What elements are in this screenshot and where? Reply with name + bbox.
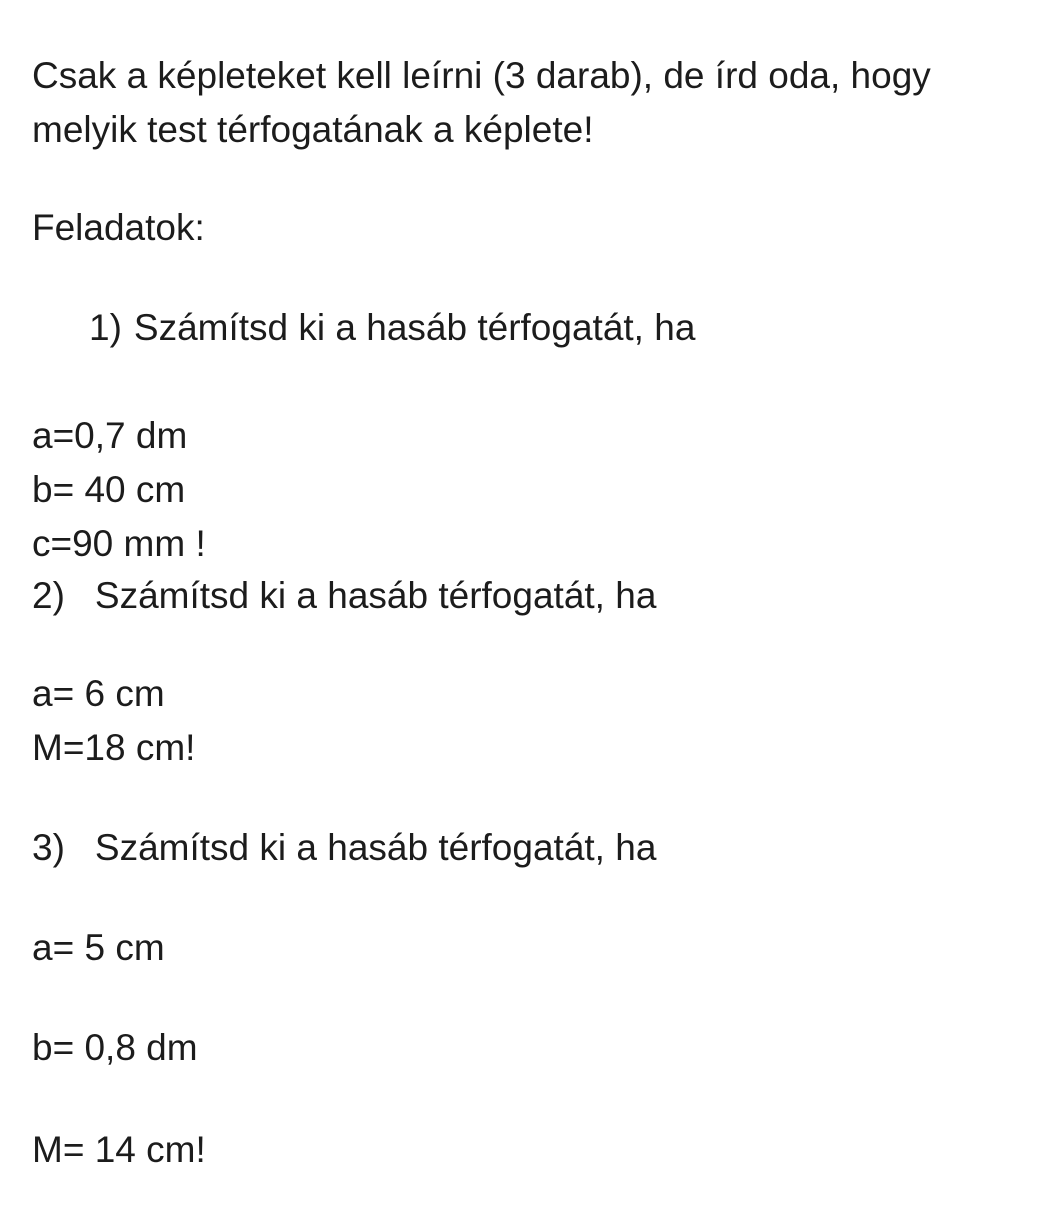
task-1-heading [89, 306, 695, 350]
task-2-given-a: a= 6 cm [32, 673, 165, 714]
task-2-text: Számítsd ki a hasáb térfogatát, ha [94, 575, 657, 616]
task-1-given-c: c=90 mm ! [32, 523, 206, 564]
task-2-heading [32, 574, 656, 618]
task-3-number: 3) [32, 827, 65, 868]
task-2-number: 2) [32, 575, 65, 616]
intro-line-2: melyik test térfogatának a képlete! [32, 109, 594, 150]
task-3-given-b: b= 0,8 dm [32, 1027, 198, 1068]
task-3-heading [32, 826, 656, 870]
task-3-given-a: a= 5 cm [32, 927, 165, 968]
task-2-given-m: M=18 cm! [32, 727, 196, 768]
section-title: Feladatok: [32, 207, 205, 248]
task-3-given-m: M= 14 cm! [32, 1129, 206, 1170]
task-1-given-a: a=0,7 dm [32, 415, 188, 456]
task-1-given-b: b= 40 cm [32, 469, 186, 510]
task-3-text: Számítsd ki a hasáb térfogatát, ha [94, 827, 657, 868]
task-1-number: 1) [89, 307, 122, 348]
intro-line-1: Csak a képleteket kell leírni (3 darab), de írd oda, hogy [32, 55, 931, 96]
task-1-text: Számítsd ki a hasáb térfogatát, ha [133, 307, 696, 348]
